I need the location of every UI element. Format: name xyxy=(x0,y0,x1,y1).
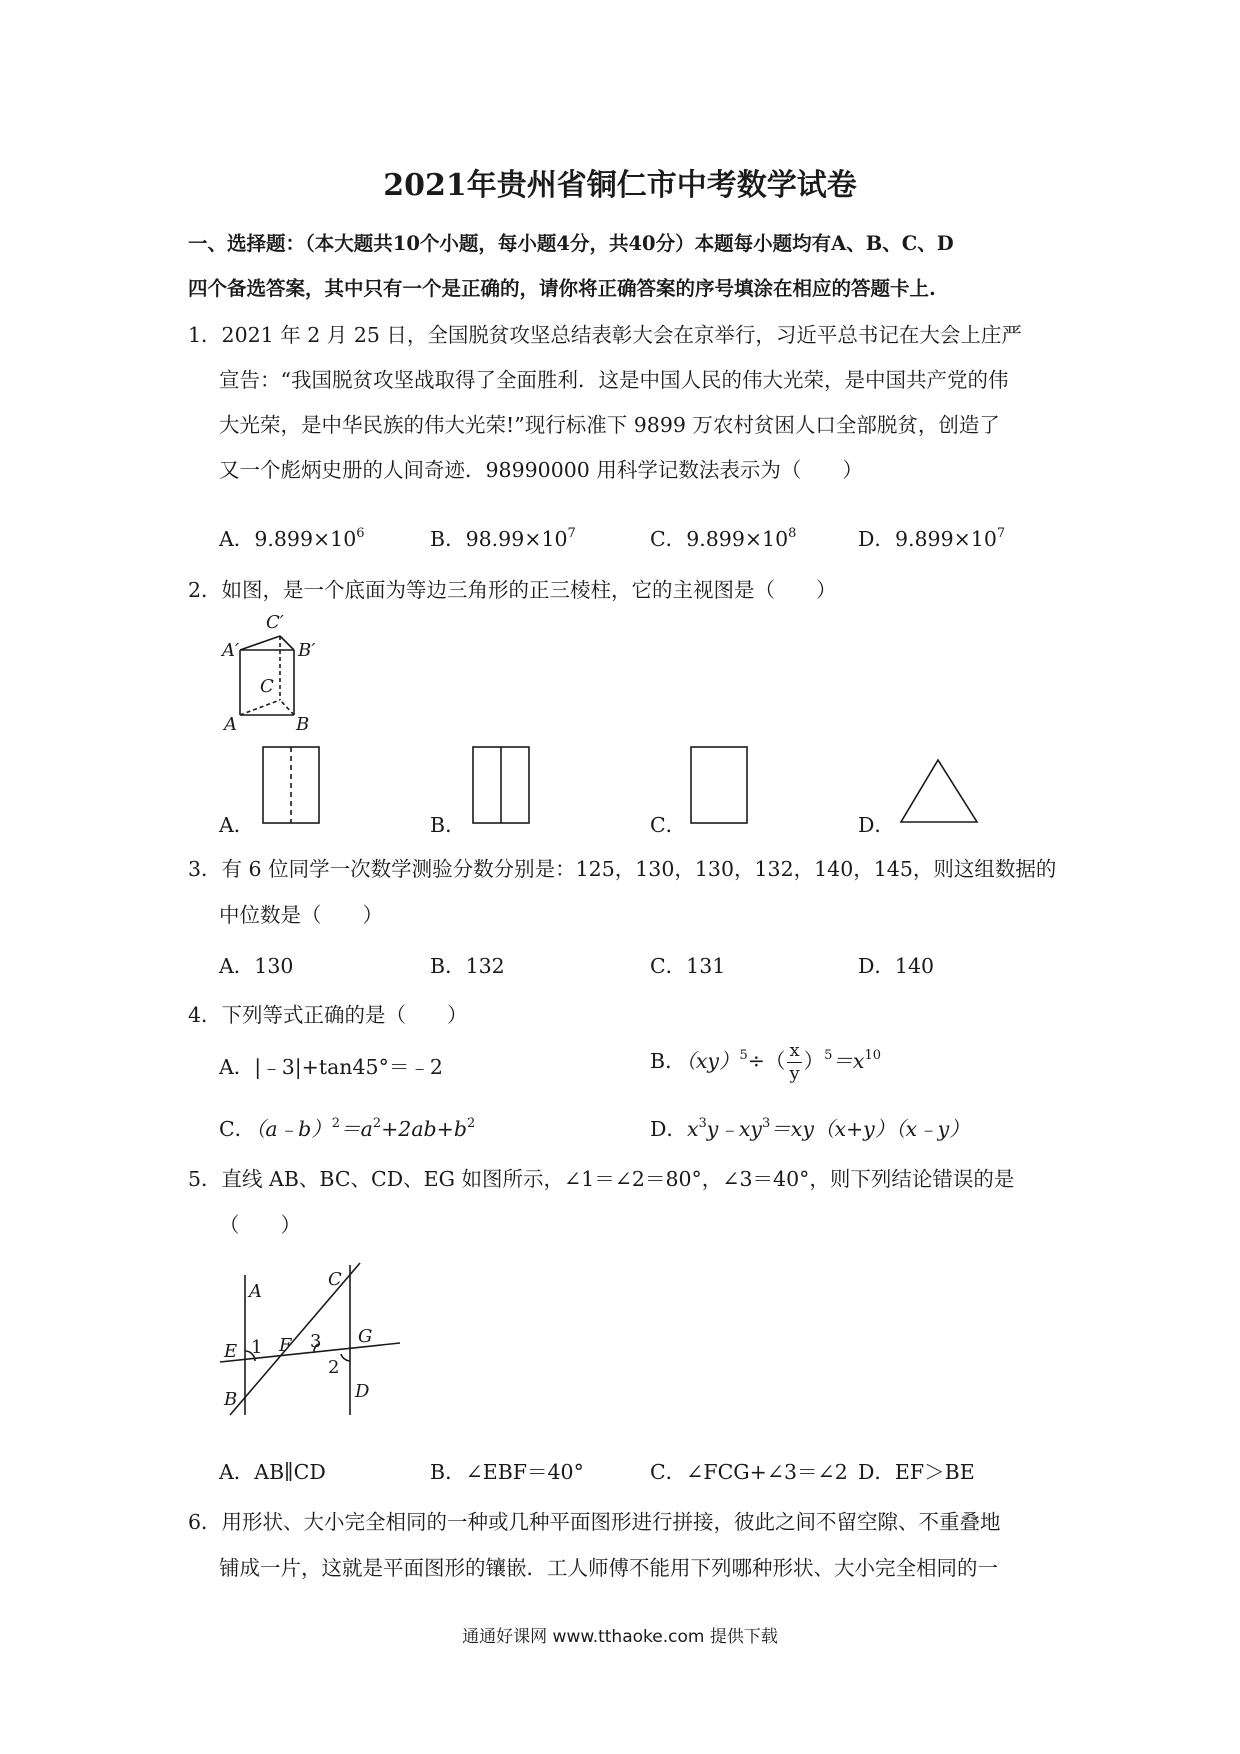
q5-option-a[interactable]: A．AB∥CD xyxy=(219,1460,326,1484)
q2-option-b-figure[interactable] xyxy=(472,746,532,826)
q3-option-c[interactable]: C．131 xyxy=(650,954,726,978)
q2-option-d-label[interactable]: D． xyxy=(858,813,895,837)
q1-line-2: 宣告：“我国脱贫攻坚战取得了全面胜利．这是中国人民的伟大光荣，是中国共产党的伟 xyxy=(219,368,1009,392)
section-heading-line-2: 四个备选答案，其中只有一个是正确的，请你将正确答案的序号填涂在相应的答题卡上. xyxy=(188,277,936,300)
lines-figure xyxy=(210,1255,410,1425)
q1-option-d[interactable]: D．$9.899\times 10^7$ xyxy=(858,526,1006,551)
label-f: F xyxy=(279,1335,292,1356)
q4-option-d[interactable]: D．$x^3y﹣xy^3=xy(x+y)(x﹣y)$ xyxy=(650,1116,970,1141)
label-c: C xyxy=(328,1269,342,1290)
label-g: G xyxy=(358,1326,373,1347)
q1-line-3: 大光荣，是中华民族的伟大光荣!”现行标准下 9899 万农村贫困人口全部脱贫，创造了 xyxy=(219,413,1000,437)
label-b: B xyxy=(224,1389,238,1410)
label-3: 3 xyxy=(310,1331,322,1352)
label-1: 1 xyxy=(251,1337,263,1358)
q3-option-b[interactable]: B．132 xyxy=(430,954,505,978)
q3-option-d[interactable]: D．140 xyxy=(858,954,935,978)
q1-line-1: 1．2021 年 2 月 25 日，全国脱贫攻坚总结表彰大会在京举行，习近平总书记在大会上庄严 xyxy=(188,323,1022,347)
q6-line-1: 6．用形状、大小完全相同的一种或几种平面图形进行拼接，彼此之间不留空隙、不重叠地 xyxy=(188,1510,1001,1534)
q1-option-a[interactable]: A．$9.899\times 10^6$ xyxy=(219,526,365,551)
prism-figure xyxy=(220,610,330,735)
q4-option-b[interactable]: B．（xy）$^5$÷（ $\frac{x}{y}$ ）$^5=x^{10}$ xyxy=(650,1040,881,1084)
q1-option-c[interactable]: C．$9.899\times 10^8$ xyxy=(650,526,797,551)
q2-option-b-label[interactable]: B． xyxy=(430,813,466,837)
q6-line-2: 铺成一片，这就是平面图形的镶嵌．工人师傅不能用下列哪种形状、大小完全相同的一 xyxy=(219,1556,998,1580)
label-d: D xyxy=(355,1381,370,1402)
q2-option-c-figure[interactable] xyxy=(690,746,750,826)
q2-option-a-figure[interactable] xyxy=(262,746,322,826)
label-a: A xyxy=(249,1281,262,1302)
section-heading-line-1: 一、选择题：（本大题共10个小题，每小题4分，共40分）本题每小题均有A、B、C、D xyxy=(188,232,954,255)
q5-option-b[interactable]: B．∠EBF＝40° xyxy=(430,1460,584,1484)
q5-option-d[interactable]: D．EF＞BE xyxy=(858,1460,975,1484)
q5-option-c[interactable]: C．∠FCG+∠3＝∠2 xyxy=(650,1460,848,1484)
q1-option-b[interactable]: B．$98.99\times 10^7$ xyxy=(430,526,576,551)
label-c: C xyxy=(260,676,274,697)
q2-option-d-figure[interactable] xyxy=(898,757,980,825)
q3-option-a[interactable]: A．130 xyxy=(219,954,294,978)
label-a-prime: A′ xyxy=(222,640,240,661)
label-c-prime: C′ xyxy=(266,612,284,633)
q2-text: 2．如图，是一个底面为等边三角形的正三棱柱，它的主视图是（ ） xyxy=(188,578,837,602)
label-a: A xyxy=(224,714,237,735)
label-e: E xyxy=(224,1341,238,1362)
q4-option-c[interactable]: C．$(a﹣b)^2=a^2+2ab+b^2$ xyxy=(219,1116,476,1141)
label-b-prime: B′ xyxy=(298,640,316,661)
label-2: 2 xyxy=(328,1357,340,1378)
q5-line-2: （ ） xyxy=(219,1213,301,1237)
q4-text: 4．下列等式正确的是（ ） xyxy=(188,1003,468,1027)
footer-source: 通通好课网 www.tthaoke.com 提供下载 xyxy=(462,1627,778,1647)
q3-line-2: 中位数是（ ） xyxy=(219,903,383,927)
q2-option-c-label[interactable]: C． xyxy=(650,813,687,837)
q5-line-1: 5．直线 AB、BC、CD、EG 如图所示，∠1＝∠2＝80°，∠3＝40°，则下列结论错误的是 xyxy=(188,1167,1015,1191)
q4-option-a[interactable]: A．|﹣3|+tan45°＝﹣2 xyxy=(219,1055,443,1079)
page-title: 2021年贵州省铜仁市中考数学试卷 xyxy=(383,168,857,203)
q2-option-a-label[interactable]: A． xyxy=(219,813,255,837)
q3-line-1: 3．有 6 位同学一次数学测验分数分别是：125，130，130，132，140，145，则这组数据的 xyxy=(188,857,1057,881)
label-b: B xyxy=(296,714,310,735)
q1-line-4: 又一个彪炳史册的人间奇迹．98990000 用科学记数法表示为（ ） xyxy=(219,458,863,482)
